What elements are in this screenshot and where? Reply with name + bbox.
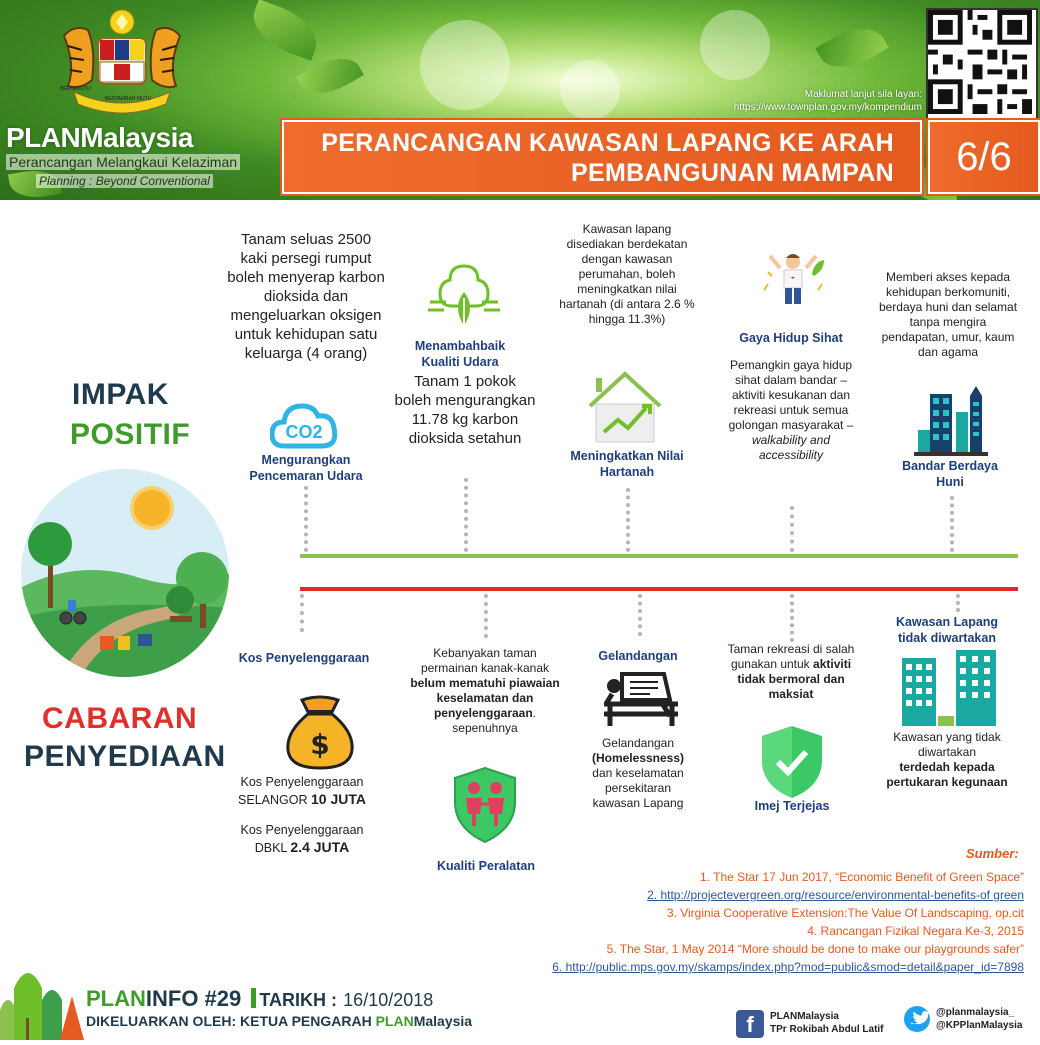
sources-label: Sumber: <box>966 846 1019 861</box>
challenge-3-desc-main: Gelandangan <box>601 736 675 750</box>
logo-name-malaysia: Malaysia <box>80 122 193 153</box>
co2-cloud-icon <box>270 390 338 454</box>
challenge-2-desc <box>410 646 560 736</box>
source-link[interactable]: 6. http://public.mps.gov.my/skamps/index.php?mod=public&smod=detail&paper_id=7898 <box>552 960 1024 974</box>
city-buildings-icon <box>914 382 988 456</box>
challenge-1-cost2 <box>222 822 382 857</box>
source-link[interactable]: 2. http://projectevergreen.org/resource/environmental-benefits-of green <box>647 888 1024 902</box>
positive-4-desc-italic: walkability and accessibility <box>751 433 831 462</box>
challenge-4-heading: Imej Terjejas <box>754 799 830 813</box>
connector <box>790 594 794 642</box>
positive-2-heading: Menambahbaik Kualiti Udara <box>414 339 506 369</box>
source-item: 3. Virginia Cooperative Extension:The Value Of Landscaping, op.cit <box>666 906 1024 920</box>
challenge-5-desc <box>882 730 1012 790</box>
challenge-5-desc-bold: terdedah kepada pertukaran kegunaan <box>886 760 1008 789</box>
title-line-1: PERANCANGAN KAWASAN LAPANG KE ARAH <box>321 129 894 157</box>
positive-5-desc: Memberi akses kepada kehidupan berkomuniti, berdaya huni dan selamat tanpa mengira pendapatan, umur, kaum dan agama <box>878 270 1018 359</box>
more-info <box>734 88 922 114</box>
positive-2-desc: Tanam 1 pokok boleh mengurangkan 11.78 kg karbon dioksida setahun <box>394 373 536 447</box>
challenge-5-desc-main: Kawasan yang tidak diwartakan <box>893 730 1001 759</box>
logo-name-plan: PLAN <box>6 122 81 153</box>
page-title <box>294 128 894 188</box>
footer-divider <box>251 988 256 1008</box>
cost1-value: 10 JUTA <box>310 791 366 807</box>
more-info-label: Maklumat lanjut sila layari: <box>804 89 922 100</box>
twitter-icon[interactable] <box>904 1006 930 1032</box>
footer-trees <box>0 962 84 1040</box>
positive-timeline <box>300 554 1018 558</box>
connector <box>300 594 304 632</box>
qr-code[interactable] <box>926 8 1038 120</box>
positive-4-desc-main: Pemangkin gaya hidup sihat dalam bandar – aktiviti kesukanan dan rekreasi untuk semua golongan masyarakat – <box>728 358 854 432</box>
facebook-account-1[interactable]: PLANMalaysia <box>770 1011 839 1022</box>
crest-motto-left: BERSEKUTU <box>60 86 91 92</box>
issued-malaysia: Malaysia <box>413 1013 473 1029</box>
cost1-place: SELANGOR <box>238 793 308 807</box>
bokeh-light <box>420 20 510 110</box>
cost2-place: DBKL <box>254 841 287 855</box>
positive-1-desc: Tanam seluas 2500 kaki persegi rumput boleh menyerap karbon dioksida dan mengeluarkan oksigen untuk kehidupan satu keluarga (4 orang) <box>227 231 385 362</box>
challenge-3-desc-bold: (Homelessness) <box>591 751 685 765</box>
planmalaysia-logo <box>6 122 266 190</box>
challenge-4-desc-bold: aktiviti tidak bermoral dan maksiat <box>737 657 852 701</box>
source-item: 1. The Star 17 Jun 2017, “Economic Benefit of Green Space” <box>700 870 1024 884</box>
challenge-2-desc-main: Kebanyakan taman permainan kanak-kanak <box>420 646 550 675</box>
challenge-1-heading: Kos Penyelenggaraan <box>238 651 370 665</box>
facebook-account-2[interactable]: TPr Rokibah Abdul Latif <box>770 1024 884 1035</box>
challenge-3-desc-end: dan keselamatan persekitaran kawasan Lapang <box>592 766 684 810</box>
logo-tagline-malay: Perancangan Melangkaui Kelaziman <box>6 154 240 170</box>
twitter-account-1[interactable]: @planmalaysia_ <box>936 1007 1015 1018</box>
facebook-accounts <box>770 1010 884 1036</box>
challenge-2-desc-end: . sepenuhnya <box>452 706 537 735</box>
connector <box>464 478 468 552</box>
positive-3-heading: Meningkatkan Nilai Hartanah <box>570 449 684 479</box>
title-banner <box>282 120 922 194</box>
leaf-decoration <box>245 0 324 61</box>
footer-issued-by <box>86 1013 472 1029</box>
connector <box>626 488 630 552</box>
buildings-icon <box>900 650 1000 728</box>
connector <box>304 486 308 552</box>
challenge-1-cost1 <box>222 774 382 809</box>
money-bag-icon <box>284 694 356 770</box>
source-item: 5. The Star, 1 May 2014 “More should be done to make our playgrounds safer” <box>606 942 1024 956</box>
challenge-4-desc <box>726 642 856 702</box>
challenge-2-desc-bold: belum mematuhi piawaian keselamatan dan penyelenggaraan <box>410 676 560 720</box>
connector <box>638 594 642 636</box>
positive-4-heading: Gaya Hidup Sihat <box>739 331 843 345</box>
challenge-3-desc <box>580 736 696 811</box>
positive-5-heading: Bandar Berdaya Huni <box>902 459 998 489</box>
challenge-4-desc-main: Taman rekreasi di salah gunakan untuk <box>727 642 855 671</box>
issued-plan: PLAN <box>375 1013 414 1029</box>
page-indicator: 6/6 <box>928 120 1040 194</box>
positive-1-heading: Mengurangkan Pencemaran Udara <box>249 453 363 483</box>
connector <box>950 496 954 552</box>
footer-date-label: TARIKH : <box>259 990 338 1010</box>
footer-planinfo <box>86 986 433 1012</box>
title-line-2: PEMBANGUNAN MAMPAN <box>571 159 894 187</box>
source-item: 4. Rancangan Fizikal Negara Ke-3, 2015 <box>807 924 1024 938</box>
shield-check-icon <box>758 724 826 800</box>
crest-motto-mid: BERTAMBAH MUTU <box>104 96 152 102</box>
issued-by-text: DIKELUARKAN OLEH: KETUA PENGARAH <box>86 1013 372 1029</box>
co2-label: CO2 <box>285 422 323 442</box>
bench-newspaper-icon <box>598 670 684 728</box>
bokeh-light <box>700 10 770 80</box>
challenge-3-heading: Gelandangan <box>598 649 678 663</box>
challenge-2-heading: Kualiti Peralatan <box>437 859 535 873</box>
twitter-accounts <box>936 1006 1022 1032</box>
logo-name <box>6 122 266 154</box>
footer-info-number: INFO #29 <box>145 986 242 1011</box>
more-info-link[interactable]: https://www.townplan.gov.my/kompendium <box>733 102 922 113</box>
footer-plan: PLAN <box>86 986 146 1011</box>
healthy-person-icon <box>758 250 828 310</box>
leaf-decoration <box>815 16 888 79</box>
cost2-value: 2.4 JUTA <box>290 839 350 855</box>
cost2-label: Kos Penyelenggaraan <box>240 823 364 837</box>
house-chart-icon <box>586 370 664 444</box>
bokeh-light <box>560 60 620 120</box>
challenge-timeline <box>300 587 1018 591</box>
positive-3-desc: Kawasan lapang disediakan berdekatan dengan kawasan perumahan, boleh meningkatkan nilai hartanah (di antara 2.6 % hingga 11.3%) <box>559 222 695 326</box>
cost1-label: Kos Penyelenggaraan <box>240 775 364 789</box>
sources-list <box>480 868 1024 976</box>
connector <box>956 594 960 612</box>
positive-4-desc <box>722 358 860 463</box>
challenge-5-heading: Kawasan Lapang tidak diwartakan <box>895 615 999 645</box>
section-title-cabaran: CABARAN <box>42 702 198 735</box>
section-title-penyediaan: PENYEDIAAN <box>24 740 226 773</box>
footer-date: 16/10/2018 <box>343 990 434 1010</box>
tree-leaf-icon <box>426 262 502 336</box>
connector <box>790 506 794 552</box>
section-title-impak: IMPAK <box>72 378 169 411</box>
svg-text:$: $ <box>310 728 330 761</box>
connector <box>484 594 488 638</box>
logo-tagline-english: Planning : Beyond Conventional <box>36 174 213 188</box>
park-illustration <box>20 468 230 678</box>
facebook-icon[interactable]: f <box>736 1010 764 1038</box>
twitter-account-2[interactable]: @KPPlanMalaysia <box>936 1020 1023 1031</box>
section-title-positif: POSITIF <box>70 418 191 451</box>
playground-shield-icon <box>452 766 518 844</box>
